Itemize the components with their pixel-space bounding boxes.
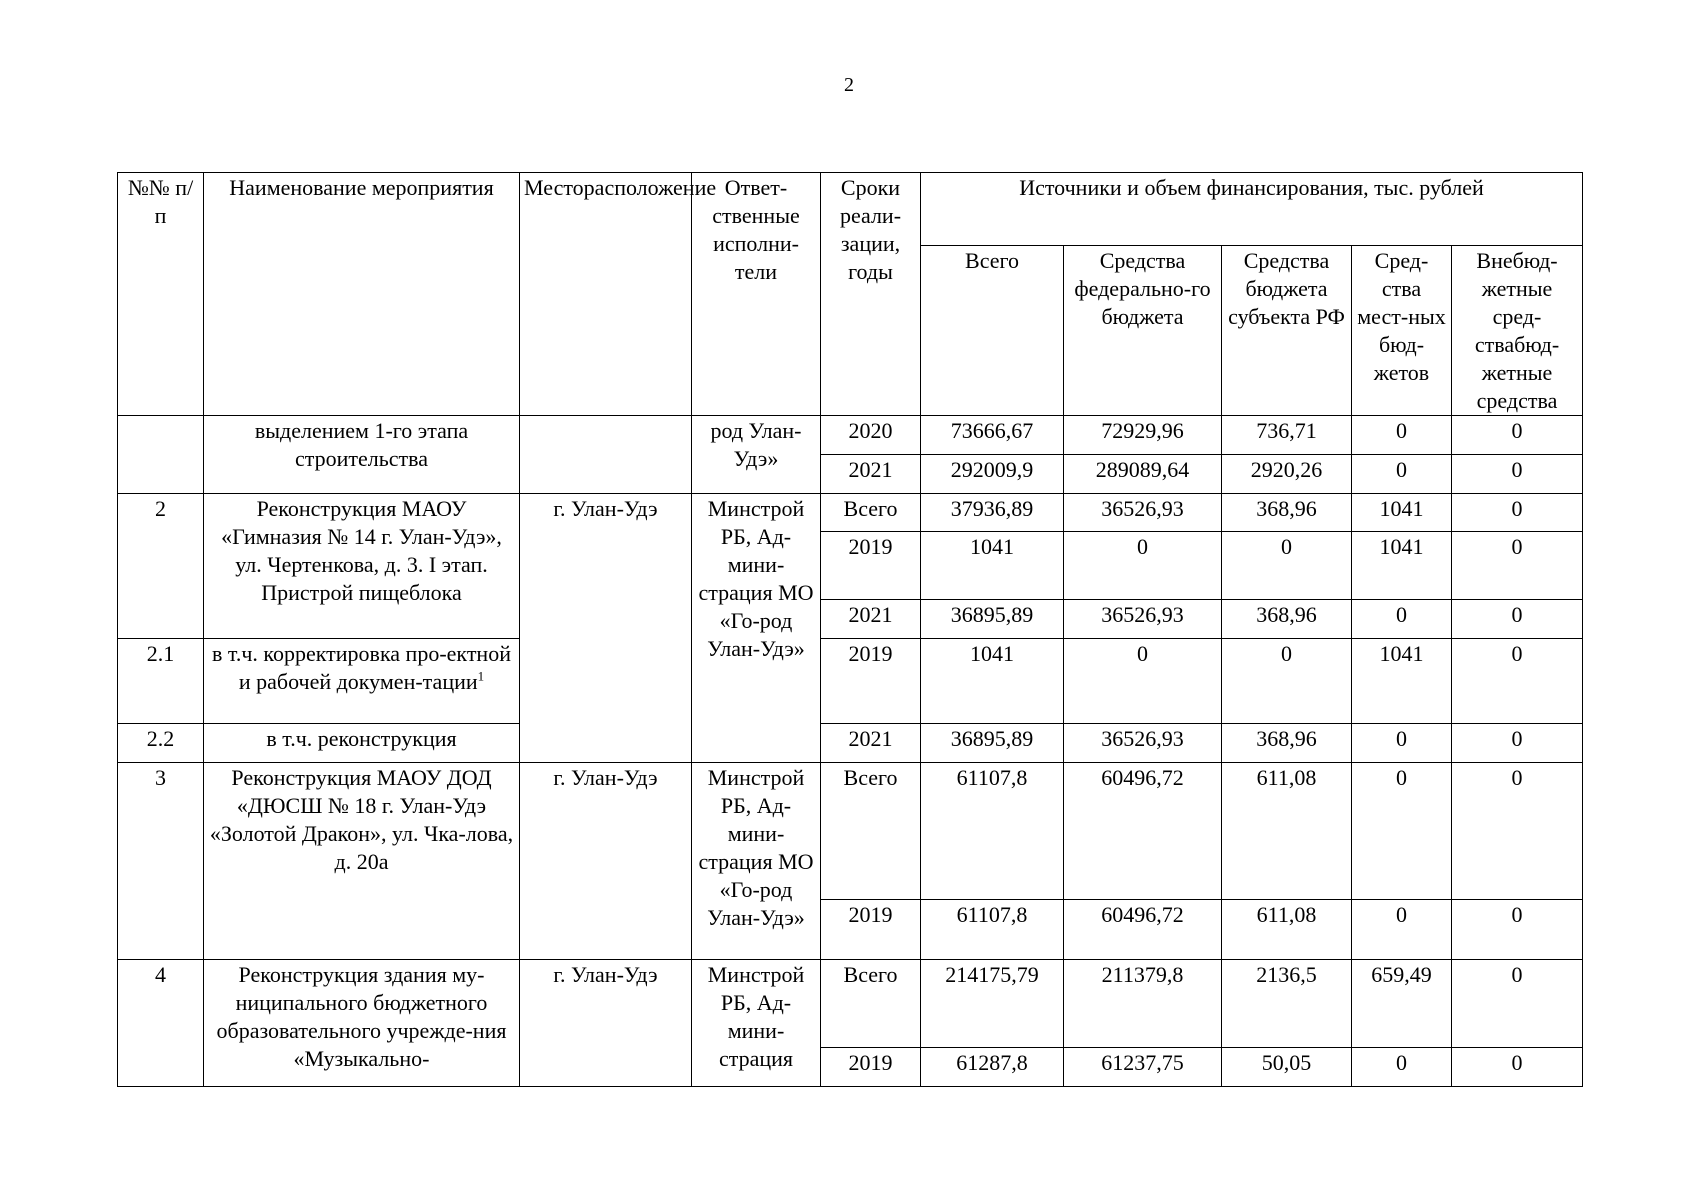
cell-total: 61287,8	[921, 1048, 1064, 1087]
cell-extra: 0	[1452, 494, 1583, 532]
table-row	[118, 763, 1583, 900]
cell-period: 2019	[821, 900, 921, 960]
cell-extra: 0	[1452, 639, 1583, 724]
cell-location: г. Улан-Удэ	[520, 960, 692, 1087]
header-extra: Внебюд-жетные сред-ствабюд-жетные средства	[1452, 246, 1583, 416]
cell-local: 1041	[1352, 494, 1452, 532]
cell-num: 2.2	[118, 724, 204, 763]
cell-local: 0	[1352, 600, 1452, 639]
cell-subject: 50,05	[1222, 1048, 1352, 1087]
table-row	[118, 960, 1583, 1048]
cell-responsible: Минстрой РБ, Ад-мини-страция МО «Го-род Улан-Удэ»	[692, 494, 821, 763]
cell-total: 214175,79	[921, 960, 1064, 1048]
cell-total: 37936,89	[921, 494, 1064, 532]
cell-name: Реконструкция МАОУ ДОД «ДЮСШ № 18 г. Улан-Удэ «Золотой Дракон», ул. Чка-лова, д. 20а	[204, 763, 520, 960]
cell-period: 2021	[821, 724, 921, 763]
cell-responsible: род Улан-Удэ»	[692, 416, 821, 494]
header-location: Месторасположение	[520, 173, 692, 416]
cell-subject: 2920,26	[1222, 455, 1352, 494]
page-number: 2	[844, 74, 854, 96]
cell-name	[204, 639, 520, 724]
cell-period: 2019	[821, 532, 921, 600]
header-responsible: Ответ-ственные исполни-тели	[692, 173, 821, 416]
header-local: Сред-ства мест-ных бюд-жетов	[1352, 246, 1452, 416]
cell-federal: 36526,93	[1064, 600, 1222, 639]
cell-extra: 0	[1452, 763, 1583, 900]
header-subject: Средства бюджета субъекта РФ	[1222, 246, 1352, 416]
cell-federal: 211379,8	[1064, 960, 1222, 1048]
cell-period: 2021	[821, 455, 921, 494]
cell-local: 1041	[1352, 639, 1452, 724]
cell-extra: 0	[1452, 1048, 1583, 1087]
cell-subject: 0	[1222, 532, 1352, 600]
cell-period: 2021	[821, 600, 921, 639]
cell-num: 4	[118, 960, 204, 1087]
cell-total: 73666,67	[921, 416, 1064, 455]
cell-extra: 0	[1452, 455, 1583, 494]
cell-period: 2020	[821, 416, 921, 455]
cell-total: 61107,8	[921, 900, 1064, 960]
cell-responsible: Минстрой РБ, Ад-мини-страция	[692, 960, 821, 1087]
cell-extra: 0	[1452, 416, 1583, 455]
cell-local: 0	[1352, 724, 1452, 763]
table-row	[118, 494, 1583, 532]
cell-name: выделением 1-го этапа строительства	[204, 416, 520, 494]
header-total: Всего	[921, 246, 1064, 416]
cell-num	[118, 416, 204, 494]
cell-location: г. Улан-Удэ	[520, 763, 692, 960]
cell-location	[520, 416, 692, 494]
cell-num: 2	[118, 494, 204, 639]
cell-federal: 60496,72	[1064, 900, 1222, 960]
cell-num: 3	[118, 763, 204, 960]
cell-local: 0	[1352, 1048, 1452, 1087]
cell-period: Всего	[821, 763, 921, 900]
cell-location: г. Улан-Удэ	[520, 494, 692, 763]
cell-period: 2019	[821, 1048, 921, 1087]
financing-table	[117, 172, 1583, 1087]
cell-subject: 611,08	[1222, 900, 1352, 960]
cell-federal: 61237,75	[1064, 1048, 1222, 1087]
cell-name-text: в т.ч. корректировка про-ектной и рабочей докумен-тации	[212, 641, 511, 694]
header-federal: Средства федерально-го бюджета	[1064, 246, 1222, 416]
cell-federal: 72929,96	[1064, 416, 1222, 455]
footnote-mark: 1	[477, 668, 485, 684]
cell-num: 2.1	[118, 639, 204, 724]
cell-name: Реконструкция МАОУ «Гимназия № 14 г. Улан-Удэ», ул. Чертенкова, д. 3. I этап. Пристрой пищеблока	[204, 494, 520, 639]
table-row	[118, 724, 1583, 763]
cell-total: 36895,89	[921, 724, 1064, 763]
cell-extra: 0	[1452, 900, 1583, 960]
header-num: №№ п/п	[118, 173, 204, 416]
cell-local: 0	[1352, 416, 1452, 455]
cell-local: 659,49	[1352, 960, 1452, 1048]
cell-total: 292009,9	[921, 455, 1064, 494]
cell-subject: 368,96	[1222, 600, 1352, 639]
cell-local: 1041	[1352, 532, 1452, 600]
cell-total: 61107,8	[921, 763, 1064, 900]
cell-subject: 2136,5	[1222, 960, 1352, 1048]
cell-extra: 0	[1452, 532, 1583, 600]
cell-period: Всего	[821, 494, 921, 532]
cell-local: 0	[1352, 900, 1452, 960]
cell-responsible: Минстрой РБ, Ад-мини-страция МО «Го-род Улан-Удэ»	[692, 763, 821, 960]
cell-total: 1041	[921, 532, 1064, 600]
header-funding: Источники и объем финансирования, тыс. рублей	[921, 173, 1583, 246]
cell-extra: 0	[1452, 960, 1583, 1048]
header-name: Наименование мероприятия	[204, 173, 520, 416]
cell-local: 0	[1352, 763, 1452, 900]
cell-subject: 736,71	[1222, 416, 1352, 455]
cell-federal: 36526,93	[1064, 724, 1222, 763]
cell-name: Реконструкция здания му-ниципального бюджетного образовательного учрежде-ния «Музыкально-	[204, 960, 520, 1087]
cell-period: 2019	[821, 639, 921, 724]
cell-local: 0	[1352, 455, 1452, 494]
cell-subject: 0	[1222, 639, 1352, 724]
cell-federal: 36526,93	[1064, 494, 1222, 532]
cell-total: 36895,89	[921, 600, 1064, 639]
header-row	[118, 173, 1583, 246]
cell-period: Всего	[821, 960, 921, 1048]
cell-extra: 0	[1452, 724, 1583, 763]
cell-subject: 611,08	[1222, 763, 1352, 900]
cell-federal: 289089,64	[1064, 455, 1222, 494]
table-row	[118, 639, 1583, 724]
cell-federal: 0	[1064, 639, 1222, 724]
cell-extra: 0	[1452, 600, 1583, 639]
cell-federal: 0	[1064, 532, 1222, 600]
header-period: Сроки реали-зации, годы	[821, 173, 921, 416]
cell-total: 1041	[921, 639, 1064, 724]
cell-subject: 368,96	[1222, 494, 1352, 532]
cell-subject: 368,96	[1222, 724, 1352, 763]
cell-federal: 60496,72	[1064, 763, 1222, 900]
cell-name: в т.ч. реконструкция	[204, 724, 520, 763]
table-row	[118, 416, 1583, 455]
